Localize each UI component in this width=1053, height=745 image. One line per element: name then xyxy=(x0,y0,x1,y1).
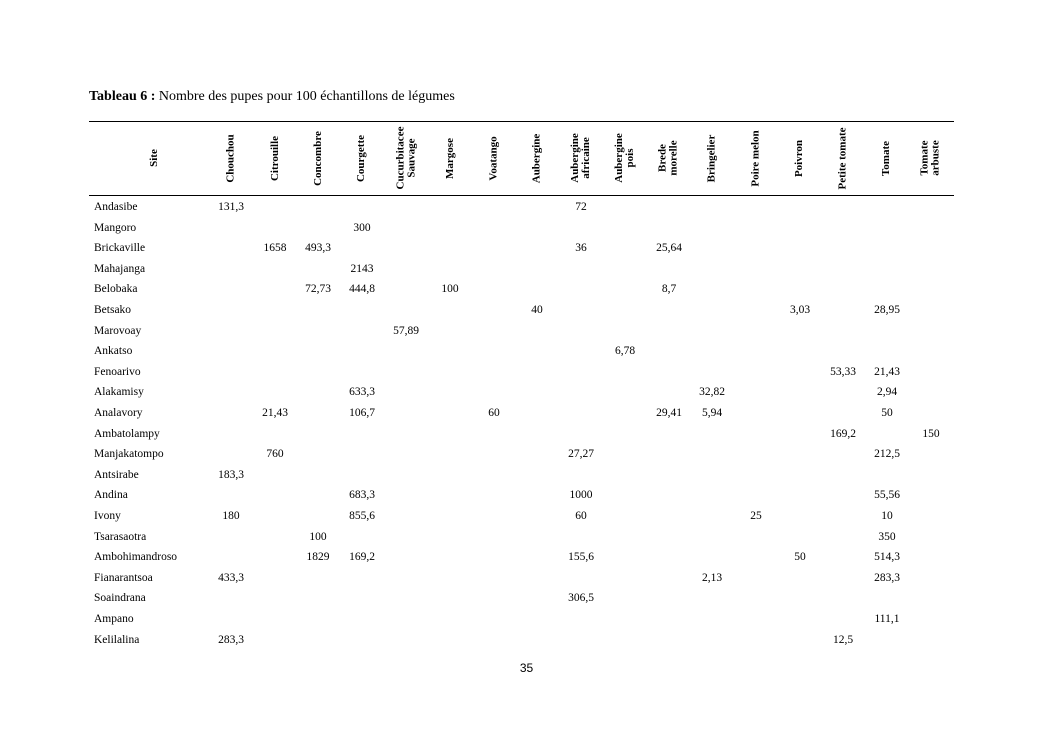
row-site-label: Betsako xyxy=(94,304,132,316)
table-cell: 6,78 xyxy=(614,345,636,358)
column-header-aubergine-africaine xyxy=(561,122,601,194)
row-site-label: Belobaka xyxy=(94,283,138,296)
column-header-label: Chouchou xyxy=(224,133,237,183)
column-header-label: Tomate xyxy=(880,140,893,176)
column-header-label: Poire melon xyxy=(749,129,762,187)
table-cell: 155,6 xyxy=(568,551,594,564)
column-header-site xyxy=(89,122,219,194)
table-cell: 36 xyxy=(575,242,587,255)
row-site-label: Mangoro xyxy=(94,221,137,234)
table-header-rule xyxy=(89,195,954,196)
table-cell: 300 xyxy=(353,221,371,234)
table-cell: 40 xyxy=(531,304,543,316)
table-cell: 100 xyxy=(309,530,327,543)
column-header-label: Aubergine africaine xyxy=(569,133,592,183)
table-cell: 8,7 xyxy=(661,283,677,296)
row-site-label: Andina xyxy=(94,489,128,502)
table-cell: 50 xyxy=(794,551,806,564)
column-header-aubergine-pois xyxy=(605,122,645,194)
row-site-label: Fenoarivo xyxy=(94,365,141,378)
table-cell: 55,56 xyxy=(874,489,900,502)
column-header-label: Concombre xyxy=(311,130,324,186)
table-cell: 27,27 xyxy=(568,448,594,461)
table-cell: 283,3 xyxy=(874,571,900,584)
table-cell: 50 xyxy=(881,407,893,419)
column-header-label: Bringelier xyxy=(705,134,718,182)
column-header-poivron xyxy=(780,122,820,194)
column-header-label: Margose xyxy=(443,137,456,179)
table-cell: 32,82 xyxy=(699,386,725,399)
column-header-cucurbitacee-sauvage xyxy=(386,122,426,194)
column-header-label: Cucurbitacee Sauvage xyxy=(394,126,417,190)
row-site-label: Ivony xyxy=(94,510,121,522)
table-cell: 57,89 xyxy=(393,324,419,337)
row-site-label: Alakamisy xyxy=(94,386,144,399)
table-cell: 29,41 xyxy=(656,407,682,419)
table-cell: 493,3 xyxy=(305,242,331,255)
table-cell: 683,3 xyxy=(349,489,375,502)
row-site-label: Mahajanga xyxy=(94,262,146,275)
column-header-site-label: Site xyxy=(147,149,160,167)
table-cell: 2,94 xyxy=(876,386,898,399)
table-cell: 283,3 xyxy=(218,633,244,646)
column-header-tomate xyxy=(867,122,907,194)
row-site-label: Analavory xyxy=(94,407,143,419)
row-site-label: Fianarantsoa xyxy=(94,571,153,584)
table-cell: 444,8 xyxy=(349,283,375,296)
table-cell: 855,6 xyxy=(349,510,375,522)
column-header-label: Petite tomate xyxy=(836,127,849,189)
table-cell: 514,3 xyxy=(874,551,900,564)
column-header-chouchou xyxy=(211,122,251,194)
table-cell: 53,33 xyxy=(830,365,856,378)
table-caption-label: Tableau 6 : xyxy=(89,89,156,104)
column-header-poire-melon xyxy=(736,122,776,194)
table-cell: 1829 xyxy=(306,551,330,564)
row-site-label: Marovoay xyxy=(94,324,142,337)
table-cell: 5,94 xyxy=(701,407,723,419)
row-site-label: Brickaville xyxy=(94,242,146,255)
table-cell: 350 xyxy=(878,530,896,543)
column-header-concombre xyxy=(298,122,338,194)
row-site-label: Antsirabe xyxy=(94,468,139,481)
row-site-label: Tsarasaotra xyxy=(94,530,147,543)
table-caption-text: Nombre des pupes pour 100 échantillons de légumes xyxy=(155,89,455,104)
column-header-label: Poivron xyxy=(793,139,806,177)
column-header-citrouille xyxy=(255,122,295,194)
table-cell: 633,3 xyxy=(349,386,375,399)
table-cell: 72 xyxy=(575,201,587,213)
table-cell: 1658 xyxy=(263,242,287,255)
table-cell: 25,64 xyxy=(656,242,682,255)
table-cell: 169,2 xyxy=(349,551,375,564)
column-header-brede-morelle xyxy=(649,122,689,194)
table-cell: 21,43 xyxy=(874,365,900,378)
table-cell: 306,5 xyxy=(568,592,594,605)
table-cell: 106,7 xyxy=(349,407,375,419)
table-cell: 183,3 xyxy=(218,468,244,481)
column-header-label: Voatango xyxy=(487,135,500,181)
row-site-label: Ambatolampy xyxy=(94,427,160,440)
table-cell: 212,5 xyxy=(874,448,900,461)
table-cell: 25 xyxy=(750,510,762,522)
table-cell: 60 xyxy=(488,407,500,419)
table-cell: 10 xyxy=(881,510,893,522)
row-site-label: Soaindrana xyxy=(94,592,146,605)
row-site-label: Kelilalina xyxy=(94,633,140,646)
column-header-aubergine xyxy=(517,122,557,194)
table-cell: 433,3 xyxy=(218,571,244,584)
table-cell: 12,5 xyxy=(832,633,854,646)
column-header-label: Aubergine pois xyxy=(613,133,636,183)
column-header-label: Citrouille xyxy=(268,135,281,181)
column-header-label: Tomate arbuste xyxy=(918,140,942,176)
table-cell: 21,43 xyxy=(262,407,288,419)
table-cell: 100 xyxy=(441,283,459,296)
row-site-label: Manjakatompo xyxy=(94,448,164,461)
column-header-label: Courgette xyxy=(355,134,368,182)
table-cell: 111,1 xyxy=(874,613,900,625)
table-caption xyxy=(89,89,455,105)
row-site-label: Ambohimandroso xyxy=(94,551,178,564)
column-header-label: Brede morelle xyxy=(656,140,680,176)
table-cell: 72,73 xyxy=(305,283,331,296)
column-header-label: Aubergine xyxy=(530,133,543,183)
column-header-bringelier xyxy=(692,122,732,194)
table-cell: 1000 xyxy=(569,489,593,502)
table-cell: 3,03 xyxy=(789,304,811,316)
table-cell: 2,13 xyxy=(701,571,723,584)
row-site-label: Andasibe xyxy=(94,201,138,213)
row-site-label: Ampano xyxy=(94,613,134,625)
column-header-courgette xyxy=(342,122,382,194)
column-header-tomate-arbuste xyxy=(911,122,951,194)
table-cell: 150 xyxy=(922,427,940,440)
table-cell: 760 xyxy=(266,448,284,461)
row-site-label: Ankatso xyxy=(94,345,133,358)
column-header-voatango xyxy=(474,122,514,194)
table-cell: 28,95 xyxy=(874,304,900,316)
page-number: 35 xyxy=(519,661,534,675)
table-cell: 60 xyxy=(575,510,587,522)
table-cell: 131,3 xyxy=(218,201,244,213)
table-cell: 180 xyxy=(222,510,240,522)
table-cell: 2143 xyxy=(350,262,374,275)
column-header-margose xyxy=(430,122,470,194)
table-cell: 169,2 xyxy=(830,427,856,440)
column-header-petite-tomate xyxy=(823,122,863,194)
